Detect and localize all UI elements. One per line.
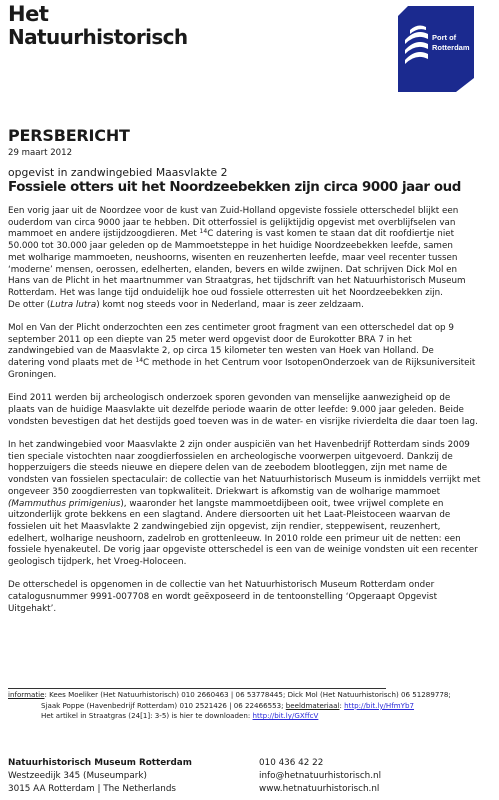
divider (8, 688, 386, 689)
text-line: Groningen. (8, 369, 57, 380)
subheading: opgevist in zandwingebied Maasvlakte 2 (8, 166, 228, 179)
text-line (8, 300, 494, 312)
paragraph-3 (8, 393, 494, 428)
paragraph-1 (8, 206, 494, 311)
text-line: ‘moderne’ mensen, oerossen, edelherten, elanden, bevers en wilde zwijnen. Dat schrijven Dick Mol en (8, 264, 458, 275)
paragraph-5 (8, 580, 494, 615)
text-line: hopperzuigers die steeds nieuwe en diepere delen van de zeebodem blootleggen, zijn met name de (8, 463, 448, 474)
article-download-link[interactable]: http://bit.ly/GXffcV (252, 711, 319, 721)
text-line: uitzonderlijk grote bekkens en een slagtand. Andere diersoorten uit het Laat-Pleistoceen waarvan de (8, 510, 451, 521)
port-logo-text-1: Port of (432, 33, 457, 42)
press-release-date: 29 maart 2012 (8, 148, 73, 158)
text-fragment: Sjaak Poppe (Havenbedrijf Rotterdam) 010 2521426 | 06 22466553; (41, 700, 286, 710)
footer-org: Natuurhistorisch Museum Rotterdam (8, 758, 192, 768)
text-line: september 2011 op een diepte van 25 meter werd opgevist door de Eurokotter BRA 7 in het (8, 334, 412, 345)
footer-address-2: 3015 AA Rotterdam | The Netherlands (8, 784, 177, 794)
text-line (8, 499, 494, 511)
contact-notes (8, 690, 451, 722)
text-fragment: De otter ( (8, 299, 51, 310)
text-fragment: C methode in het Centrum voor IsotopenOnderzoek van de Rijksuniversiteit (143, 358, 476, 369)
notes-label: informatie (8, 690, 45, 699)
text-fragment: mammoet en andere ijstijdzoogdieren. Met (8, 229, 200, 240)
superscript: 14 (199, 228, 208, 236)
text-line: fossiele hyenakeutel. De vorig jaar opgeviste otterschedel is een van de weinige vondsten uit een recenter (8, 545, 478, 556)
text-line: zandwingebied van de Maasvlakte 2, op circa 15 kilometer ten westen van Hoek van Holland. De (8, 346, 434, 357)
headline: Fossiele otters uit het Noordzeebekken zijn circa 9000 jaar oud (8, 180, 461, 195)
text-line: 50.000 tot 30.000 jaar geleden op de Mammoetsteppe in het huidige Noordzeebekken leefde, samen (8, 241, 453, 252)
port-logo-text-2: Rotterdam (432, 43, 470, 52)
notes-line-2 (8, 701, 451, 712)
text-line: Hans van de Plicht in het maartnummer van Straatgras, het tijdschrift van het Natuurhistorisch Museum (8, 276, 466, 287)
text-line (8, 229, 494, 241)
text-line: geologisch tijdperk, het Vroeg-Holoceen. (8, 557, 187, 568)
text-line: Een vorig jaar uit de Noordzee voor de kust van Zuid-Holland opgeviste fossiele otterschedel blijkt een (8, 206, 459, 216)
text-fragment: : Kees Moeliker (Het Natuurhistorisch) 010 2660463 | 06 53778445; Dick Mol (Het Natuurhistorisch) 06 51289778; (44, 690, 451, 699)
text-line: plaats van de huidige Maasvlakte uit dezelfde periode waarin de otter leefde: 9.000 jaar geleden. Beide (8, 404, 464, 415)
text-line: Rotterdam. Het was lange tijd onduidelijk hoe oud fossiele otterresten uit het Noordzeebekken zijn. (8, 287, 443, 298)
text-fragment: C datering is vast komen te staan dat dit roofdiertje niet (207, 229, 455, 240)
text-fragment: : (339, 700, 345, 710)
press-release-title: PERSBERICHT (8, 126, 130, 145)
article-body (8, 206, 494, 627)
port-of-rotterdam-logo (398, 6, 474, 92)
superscript: 14 (135, 357, 144, 365)
paragraph-2 (8, 323, 494, 382)
text-line: ongeveer 350 zoogdierresten van topkwaliteit. Driekwart is afkomstig van de wolharige mammoet (8, 486, 441, 497)
image-material-label: beeldmateriaal (285, 700, 340, 710)
logo-line-2: Natuurhistorisch (8, 25, 188, 49)
notes-line-3 (8, 711, 451, 722)
paragraph-4 (8, 440, 494, 569)
text-line: fossielen uit het Maasvlakte 2 zandwingebied zijn opgevist, zijn rendier, steppewisent, reuzenhert, (8, 521, 441, 532)
footer-website[interactable]: www.hetnatuurhistorisch.nl (259, 784, 380, 794)
text-fragment: Het artikel in Straatgras (24[1]: 3-5) is hier te downloaden: (41, 711, 253, 721)
text-line: ouderdom van circa 9000 jaar te hebben. Dit otterfossiel is gelijktijdig opgevist met overblijfselen van (8, 217, 456, 228)
text-line: Mol en Van der Plicht onderzochten een zes centimeter groot fragment van een otterschedel dat op 9 (8, 323, 454, 334)
footer-address (8, 757, 192, 796)
notes-line-1 (8, 690, 451, 701)
text-line: catalogusnummer 9991-007708 en wordt geëxposeerd in de tentoonstelling ‘Opgeraapt Opgevist (8, 592, 437, 603)
species-name: (Mammuthus primigenius (8, 498, 121, 509)
text-line: met wolharige mammoeten, neushoorns, wisenten en reuzenherten leefde, maar veel recenter tussen (8, 252, 458, 263)
text-line: vondsten van fossielen spectaculair: de collectie van het Natuurhistorisch Museum is inmiddels verrijkt met (8, 475, 481, 486)
footer-email[interactable]: info@hetnatuurhistorisch.nl (259, 771, 382, 781)
text-fragment: ), waaronder het langste mammoetdijbeen ooit, twee vrijwel complete en (120, 498, 444, 509)
text-line: edelhert, wolharige neushoorn, zadelrob en grottenleeuw. In 2010 rolde een primeur uit de netten: een (8, 533, 461, 544)
text-line: Uitgehakt’. (8, 603, 57, 614)
image-material-link[interactable]: http://bit.ly/HfmYb7 (344, 700, 415, 710)
text-line (8, 358, 494, 370)
natuurhistorisch-logo (8, 2, 198, 60)
logo-line-1: Het (8, 2, 49, 26)
footer-address-1: Westzeedijk 345 (Museumpark) (8, 771, 147, 781)
footer-phone: 010 436 42 22 (259, 758, 324, 768)
text-line: Eind 2011 werden bij archeologisch onderzoek sporen gevonden van menselijke aanwezigheid op de (8, 393, 451, 404)
text-fragment: datering vond plaats met de (8, 358, 136, 369)
text-line: In het zandwingebied voor Maasvlakte 2 zijn onder auspiciën van het Havenbedrijf Rotterdam sinds 2009 (8, 440, 470, 451)
text-fragment: ) komt nog steeds voor in Nederland, maar is zeer zeldzaam. (96, 299, 364, 310)
footer-contact (259, 757, 381, 796)
text-line: vondsten bevestigen dat het destijds goed toeven was in de water- en visrijke rivierdelta die daar toen lag. (8, 416, 478, 427)
text-line: De otterschedel is opgenomen in de collectie van het Natuurhistorisch Museum Rotterdam onder (8, 580, 435, 591)
species-name: Lutra lutra (50, 299, 97, 310)
text-line: tien speciale vistochten naar zoogdierfossielen en archeologische voorwerpen uitgevoerd. Dankzij de (8, 451, 453, 462)
